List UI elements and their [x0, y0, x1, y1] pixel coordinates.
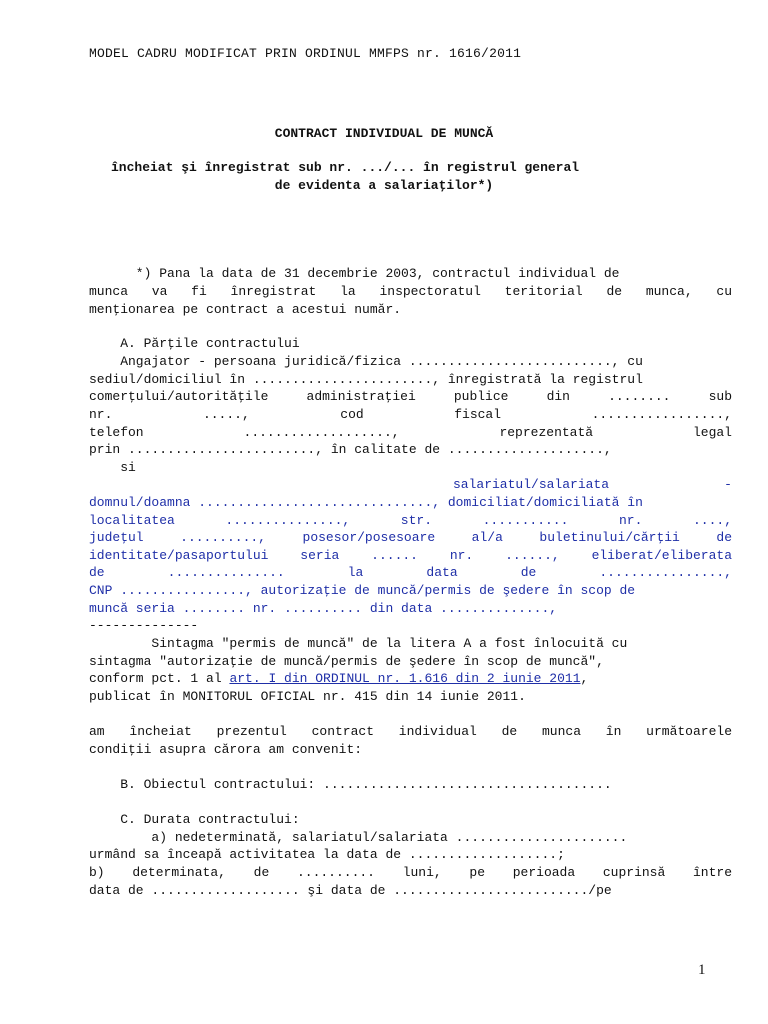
- employee-line: localitatea ..............., str. ........... nr. ....,: [89, 513, 732, 528]
- employee-line: judeţul .........., posesor/posesoare al/a buletinului/cărţii de: [89, 530, 732, 545]
- amendment-line: Sintagma "permis de muncă" de la litera A a fost înlocuită cu: [89, 636, 628, 651]
- footnote-line: munca va fi înregistrat la inspectoratul teritorial de munca, cu: [89, 284, 732, 299]
- employee-line: muncă seria ........ nr. .......... din data ..............,: [89, 601, 558, 616]
- employee-line: domnul/doamna .............................., domiciliat/domiciliată în: [89, 495, 643, 510]
- footnote-line: *) Pana la data de 31 decembrie 2003, contractul individual de: [89, 266, 620, 281]
- employee-line: CNP ................, autorizaţie de muncă/permis de şedere în scop de: [89, 583, 636, 598]
- agreement-line: am încheiat prezentul contract individual de munca în următoarele: [89, 724, 732, 739]
- section-c-line: a) nedeterminată, salariatul/salariata ......................: [89, 830, 628, 845]
- order-link[interactable]: art. I din ORDINUL nr. 1.616 din 2 iunie 2011: [229, 671, 581, 686]
- contract-title: CONTRACT INDIVIDUAL DE MUNCĂ: [274, 126, 494, 141]
- section-a-line: si: [89, 460, 136, 475]
- employee-line: de ............... la data de ................,: [89, 565, 732, 580]
- section-a-line: nr. ....., cod fiscal .................,: [89, 407, 732, 422]
- section-c-heading: C. Durata contractului:: [89, 812, 300, 827]
- section-a-line: comerţului/autorităţile administraţiei publice din ........ sub: [89, 389, 732, 404]
- section-a-line: Angajator - persoana juridică/fizica .........................., cu: [89, 354, 643, 369]
- section-a-line: sediul/domiciliul în ......................., înregistrată la registrul: [89, 372, 643, 387]
- amendment-line: sintagma "autorizaţie de muncă/permis de şedere în scop de muncă",: [89, 654, 604, 669]
- section-c-line: b) determinata, de .......... luni, pe perioada cuprinsă între: [89, 865, 732, 880]
- section-b: B. Obiectul contractului: .....................................: [89, 777, 612, 792]
- agreement-line: condiţii asupra cărora am convenit:: [89, 742, 363, 757]
- section-a-line: prin ........................, în calitate de ....................,: [89, 442, 612, 457]
- section-a-heading: A. Părţile contractului: [89, 336, 300, 351]
- amendment-line: publicat în MONITORUL OFICIAL nr. 415 din 14 iunie 2011.: [89, 689, 526, 704]
- page-number: 1: [698, 962, 706, 978]
- employee-line: salariatul/salariata -: [453, 477, 732, 492]
- section-a-line: telefon ..................., reprezentată legal: [89, 425, 732, 440]
- document-header: MODEL CADRU MODIFICAT PRIN ORDINUL MMFPS nr. 1616/2011: [89, 46, 522, 61]
- footnote-line: menţionarea pe contract a acestui număr.: [89, 302, 402, 317]
- contract-subtitle-line1: încheiat şi înregistrat sub nr. .../... în registrul general: [111, 160, 580, 175]
- amendment-prefix: conform pct. 1 al: [89, 671, 230, 686]
- amendment-line: [89, 670, 732, 688]
- section-c-line: data de ................... şi data de ........................./pe: [89, 883, 612, 898]
- amendment-suffix: ,: [580, 671, 589, 686]
- contract-subtitle-line2: de evidenta a salariaţilor*): [274, 178, 494, 193]
- employee-line: identitate/pasaportului seria ...... nr. ......, eliberat/eliberata: [89, 548, 732, 563]
- separator: --------------: [89, 618, 199, 633]
- section-c-line: urmând sa înceapă activitatea la data de ...................;: [89, 847, 565, 862]
